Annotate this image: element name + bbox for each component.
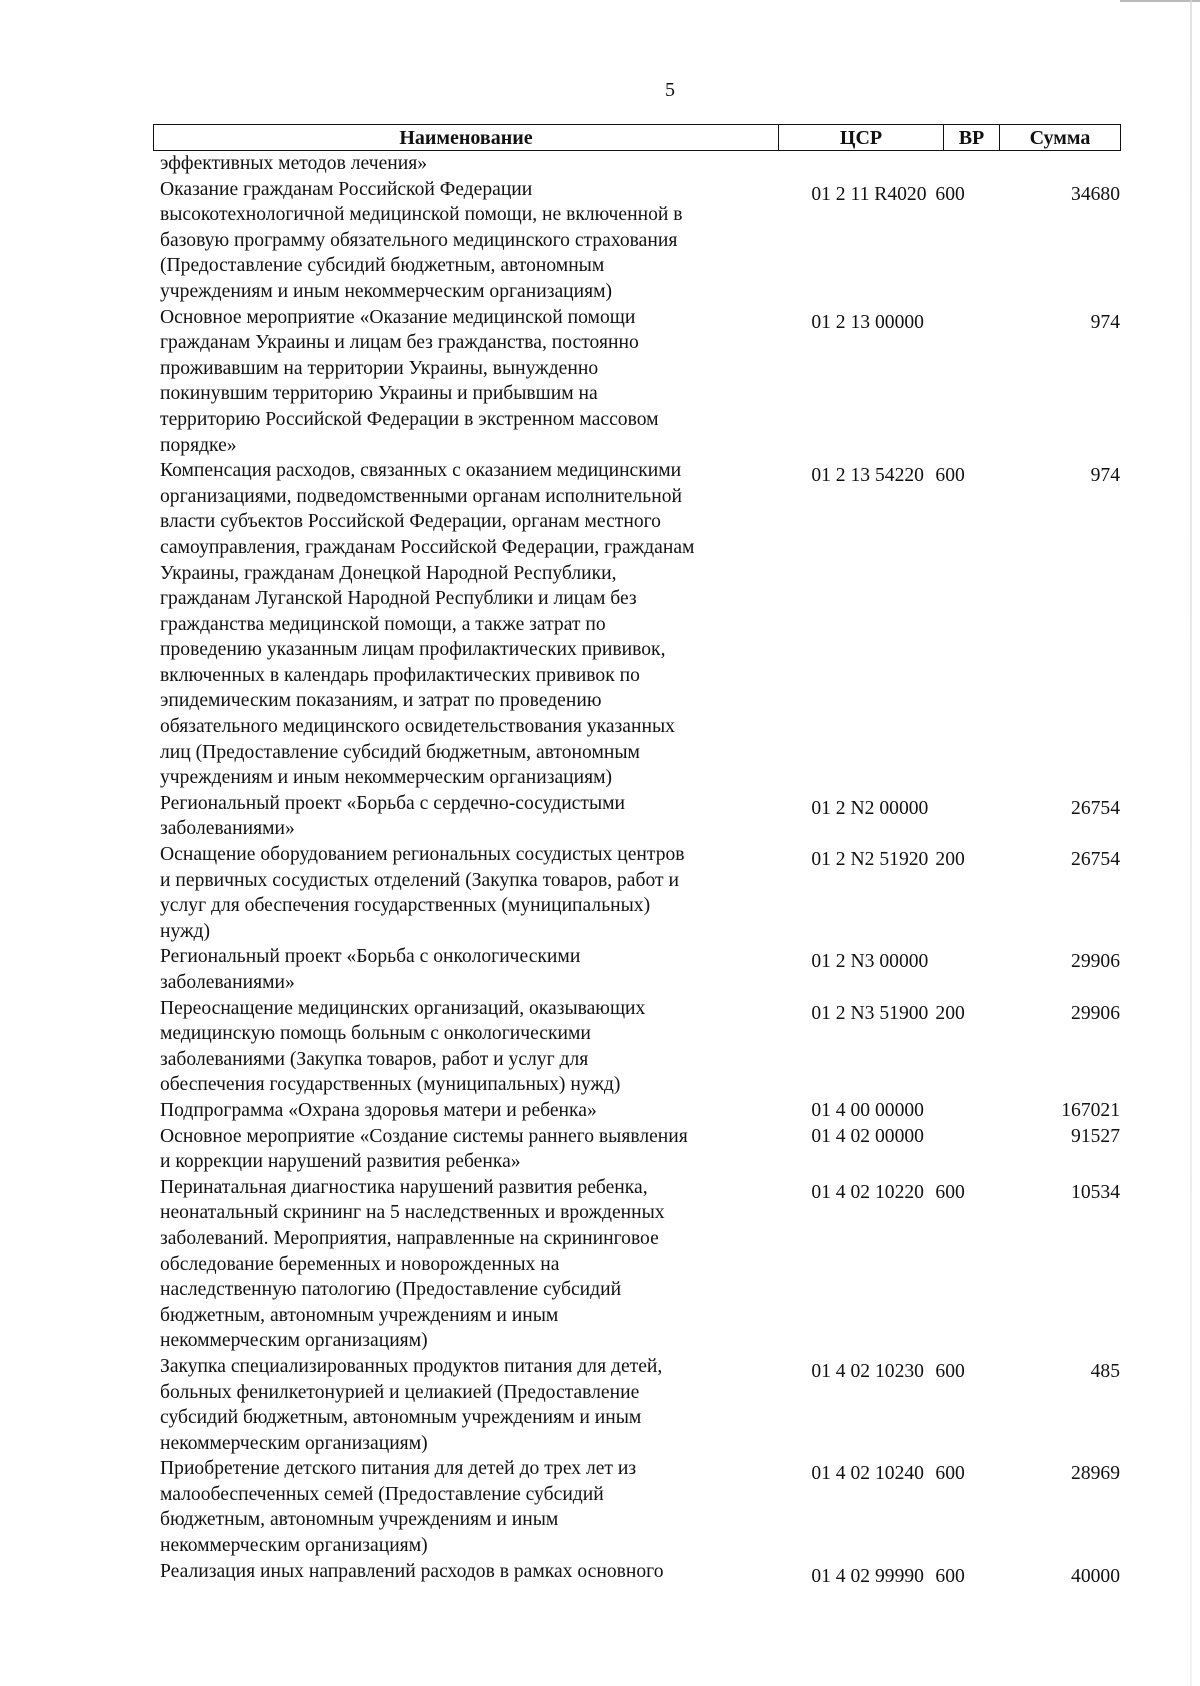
scan-edge-top (1120, 0, 1200, 2)
row-sum: 28969 (1071, 1463, 1120, 1485)
row-name: Перинатальная диагностика нарушений развития ребенка, неонатальный скрининг на 5 наследственных и врожденных заболеваний. Мероприятия, направленные на скрининговое обследование беременных и новорожденных на наследственную патологию (Предоставление субсидий бюджетным, автономным учреждениям и иным некоммерческим организациям) (160, 1176, 665, 1352)
row-csr: 01 2 N2 00000 (811, 797, 929, 819)
row-name: Основное мероприятие «Создание системы раннего выявления и коррекции нарушений развития ребенка» (160, 1125, 688, 1173)
row-name: Оснащение оборудованием региональных сосудистых центров и первичных сосудистых отделений (Закупка товаров, работ и услуг для обеспечения государственных (муниципальных) нужд) (160, 844, 685, 942)
table-row (160, 996, 1120, 1098)
row-sum: 26754 (1071, 797, 1120, 819)
row-sum: 34680 (1071, 183, 1120, 205)
row-vr: 600 (935, 1565, 965, 1587)
table-row (160, 1124, 1120, 1175)
table-row (160, 842, 1120, 944)
table-row (160, 1354, 1120, 1456)
row-csr: 01 4 02 10220 (811, 1181, 924, 1203)
row-csr: 01 2 13 54220 (811, 465, 924, 487)
row-vr: 200 (935, 849, 965, 871)
table-body (160, 151, 1120, 1589)
row-vr: 600 (935, 465, 965, 487)
row-sum: 91527 (1071, 1125, 1120, 1147)
row-csr: 01 2 N2 51920 (811, 849, 929, 871)
row-name: Закупка специализированных продуктов питания для детей, больных фенилкетонурией и целиакией (Предоставление субсидий бюджетным, автономным учреждениям и иным некоммерческим организациям) (160, 1355, 663, 1454)
row-sum: 974 (1090, 311, 1120, 333)
row-csr: 01 4 02 99990 (811, 1565, 924, 1587)
table-row (160, 1559, 1120, 1590)
table-row (160, 305, 1120, 459)
table-row (160, 1175, 1120, 1354)
row-csr: 01 4 00 00000 (811, 1099, 924, 1121)
row-name: Региональный проект «Борьба с сердечно-сосудистыми заболеваниями» (160, 792, 625, 840)
scan-edge-right (1190, 0, 1192, 1686)
row-sum: 29906 (1071, 951, 1120, 973)
table-row (160, 1456, 1120, 1558)
table-header (153, 124, 1121, 151)
table-row (160, 944, 1120, 995)
row-name: Подпрограмма «Охрана здоровья матери и ребенка» (160, 1099, 597, 1121)
row-csr: 01 4 02 00000 (811, 1125, 924, 1147)
row-vr: 200 (935, 1002, 965, 1024)
page-number: 5 (665, 79, 675, 101)
row-sum: 167021 (1061, 1099, 1120, 1121)
row-csr: 01 2 N3 00000 (811, 951, 929, 973)
table-row (160, 458, 1120, 791)
row-csr: 01 4 02 10240 (811, 1463, 924, 1485)
row-sum: 974 (1090, 465, 1120, 487)
row-vr (929, 791, 1001, 796)
row-sum: 10534 (1071, 1181, 1120, 1203)
row-vr: 600 (935, 183, 965, 205)
row-name: Переоснащение медицинских организаций, оказывающих медицинскую помощь больным с онкологическими заболеваниями (Закупка товаров, работ и услуг для обеспечения государственных (муниципальных) нужд) (160, 997, 646, 1096)
header-name: Наименование (154, 125, 779, 150)
row-name: Компенсация расходов, связанных с оказанием медицинскими организациями, подведомственными органам исполнительной власти субъектов Российской Федерации, органам местного самоуправления, гражданам Российской Федерации, гражданам Украины, гражданам Донецкой Народной Республики, гражданам Луганской Народной Республики и лицам без гражданства медицинской помощи, а также затрат по проведению указанным лицам профилактических прививок, включенных в календарь профилактических прививок по эпидемическим показаниям, и затрат по проведению обязательного медицинского освидетельствования указанных лиц (Предоставление субсидий бюджетным, автономным учреждениям и иным некоммерческим организациям) (160, 460, 695, 789)
row-vr: 600 (935, 1360, 965, 1382)
row-csr: 01 2 13 00000 (811, 311, 924, 333)
row-csr: 01 2 11 R4020 (811, 183, 927, 205)
row-name: Региональный проект «Борьба с онкологическими заболеваниями» (160, 946, 581, 993)
row-vr: 600 (935, 1181, 965, 1203)
row-sum: 485 (1090, 1360, 1120, 1382)
header-sum: Сумма (1029, 126, 1091, 149)
header-csr: ЦСР (779, 125, 944, 150)
row-name: Приобретение детского питания для детей до трех лет из малообеспеченных семей (Предоставление субсидий бюджетным, автономным учреждениям и иным некоммерческим организациям) (160, 1458, 637, 1557)
row-csr: 01 2 N3 51900 (811, 1002, 929, 1024)
row-name: эффективных методов лечения» (160, 153, 428, 174)
row-vr (929, 944, 1001, 949)
row-name: Основное мероприятие «Оказание медицинской помощи гражданам Украины и лицам без гражданства, постоянно проживавшим на территории Украины, вынужденно покинувшим территорию Украины и прибывшим на территорию Российской Федерации в экстренном массовом порядке» (160, 306, 659, 456)
row-vr (929, 305, 1001, 310)
row-sum: 26754 (1071, 849, 1120, 871)
row-csr: 01 4 02 10230 (811, 1360, 924, 1382)
row-vr: 600 (935, 1463, 965, 1485)
row-name: Оказание гражданам Российской Федерации высокотехнологичной медицинской помощи, не включенной в базовую программу обязательного медицинского страхования (Предоставление субсидий бюджетным, автономным учреждениям и иным некоммерческим организациям) (160, 178, 683, 302)
table-row (160, 1098, 1120, 1124)
table-row (160, 151, 1120, 177)
row-name: Реализация иных направлений расходов в рамках основного (160, 1560, 664, 1582)
row-sum: 40000 (1071, 1565, 1120, 1587)
row-sum: 29906 (1071, 1002, 1120, 1024)
table-row (160, 177, 1120, 305)
header-vr: ВР (944, 125, 1000, 150)
table-row (160, 791, 1120, 842)
